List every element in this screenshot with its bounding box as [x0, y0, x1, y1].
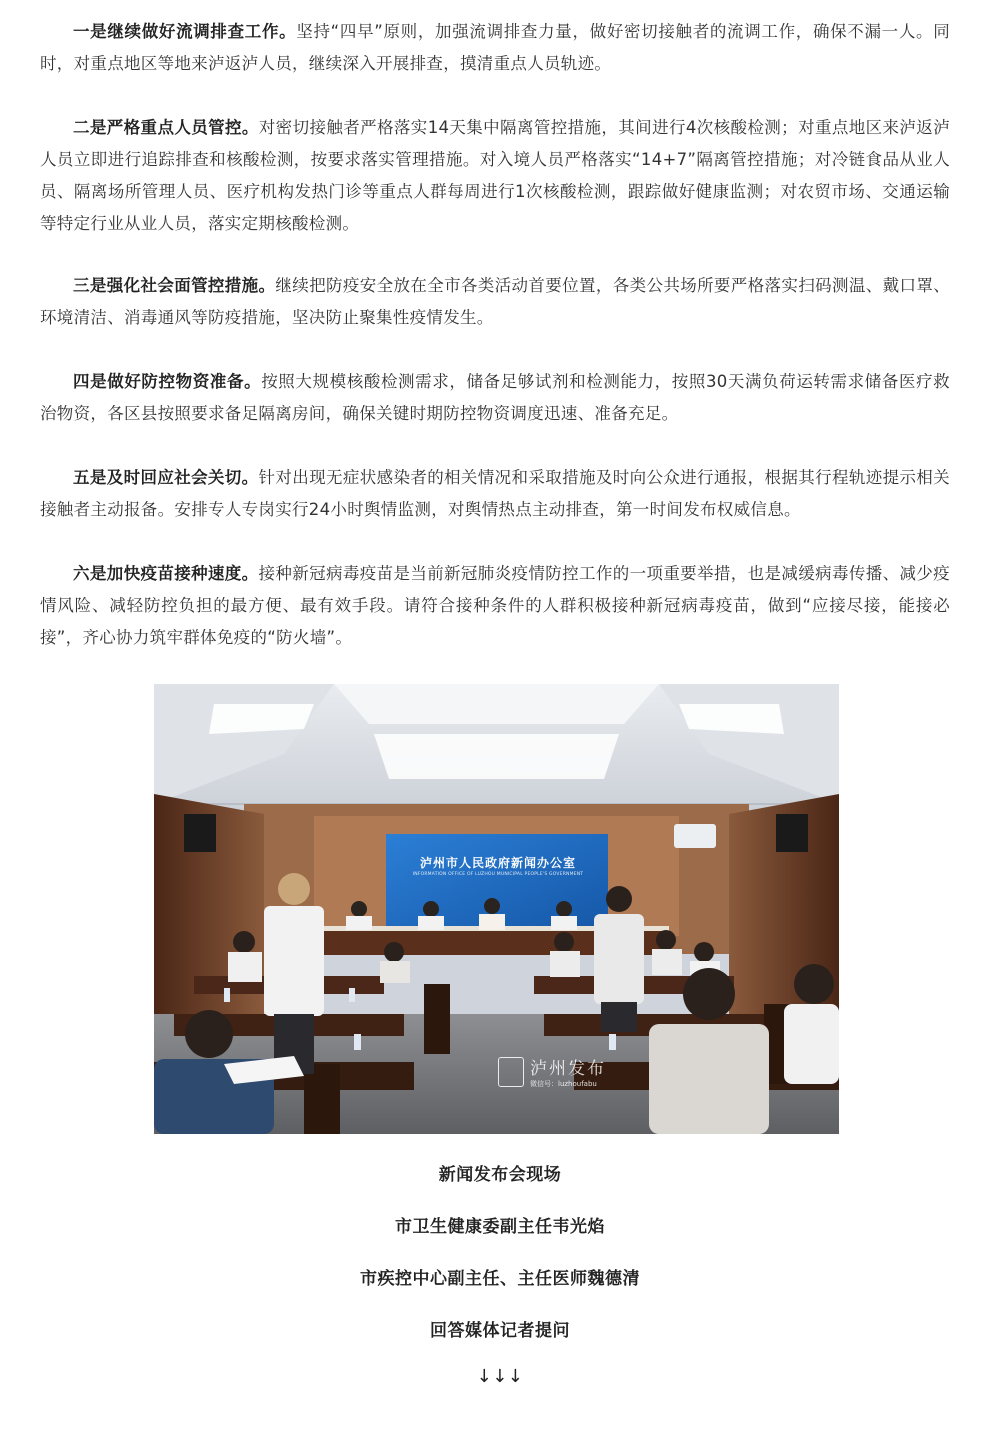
- paragraph-lead: 二是严格重点人员管控。: [73, 118, 259, 137]
- paragraph-text: 坚持“四早”原则，加强流调排查力量，做好密切接触者的流调工作，确保不漏一人。同时，对重点地区等地来泸返泸人员，继续深入开展排查，摸清重点人员轨迹。: [40, 22, 951, 73]
- watermark: [498, 1054, 606, 1089]
- press-conference-photo: [154, 684, 839, 1134]
- caption-line: 新闻发布会现场: [438, 1165, 562, 1185]
- caption-line: 回答媒体记者提问: [430, 1321, 570, 1341]
- paragraph-lead: 五是及时回应社会关切。: [73, 468, 259, 487]
- paragraph-text: 对密切接触者严格落实14天集中隔离管控措施，其间进行4次核酸检测；对重点地区来泸返泸人员立即进行追踪排查和核酸检测，按要求落实管理措施。对入境人员严格落实“14+7”隔离管控措施；对冷链食品从业人员、隔离场所管理人员、医疗机构发热门诊等重点人群每周进行1次核酸检测，跟踪做好健康监测；对农贸市场、交通运输等特定行业从业人员，落实定期核酸检测。: [40, 118, 950, 233]
- paragraph-1: [40, 16, 950, 80]
- paragraph-text: 接种新冠病毒疫苗是当前新冠肺炎疫情防控工作的一项重要举措，也是减缓病毒传播、减少疫情风险、减轻防控负担的最方便、最有效手段。请符合接种条件的人群积极接种新冠病毒疫苗，做到“应接尽接，能接必接”，齐心协力筑牢群体免疫的“防火墙”。: [40, 564, 950, 647]
- paragraph-text: 继续把防疫安全放在全市各类活动首要位置，各类公共场所要严格落实扫码测温、戴口罩、环境清洁、消毒通风等防疫措施，坚决防止聚集性疫情发生。: [40, 276, 950, 327]
- paragraph-6: [40, 558, 950, 654]
- paragraph-lead: 六是加快疫苗接种速度。: [73, 564, 259, 583]
- banner-subtitle: INFORMATION OFFICE OF LUZHOU MUNICIPAL PEOPLE'S GOVERNMENT: [412, 872, 584, 877]
- watermark-seal-icon: [498, 1057, 524, 1087]
- paragraph-2: [40, 112, 950, 240]
- paragraph-text: 按照大规模核酸检测需求，储备足够试剂和检测能力，按照30天满负荷运转需求储备医疗救治物资，各区县按照要求备足隔离房间，确保关键时期防控物资调度迅速、准备充足。: [40, 372, 950, 423]
- watermark-subtitle: 微信号：luzhoufabu: [530, 1080, 597, 1088]
- paragraph-3: [40, 270, 950, 334]
- paragraph-lead: 三是强化社会面管控措施。: [73, 276, 276, 295]
- paragraph-4: [40, 366, 950, 430]
- paragraph-5: [40, 462, 950, 526]
- caption-line: 市疾控中心副主任、主任医师魏德清: [360, 1269, 640, 1289]
- down-arrows-icon: ↓↓↓: [476, 1366, 524, 1387]
- banner-title: 泸州市人民政府新闻办公室: [419, 856, 576, 870]
- paragraph-lead: 一是继续做好流调排查工作。: [73, 22, 297, 41]
- caption-line: 市卫生健康委副主任韦光焰: [395, 1217, 605, 1237]
- watermark-name: 泸州发布: [530, 1059, 606, 1079]
- paragraph-text: 针对出现无症状感染者的相关情况和采取措施及时向公众进行通报，根据其行程轨迹提示相关接触者主动报备。安排专人专岗实行24小时舆情监测，对舆情热点主动排查，第一时间发布权威信息。: [40, 468, 950, 519]
- paragraph-lead: 四是做好防控物资准备。: [73, 372, 262, 391]
